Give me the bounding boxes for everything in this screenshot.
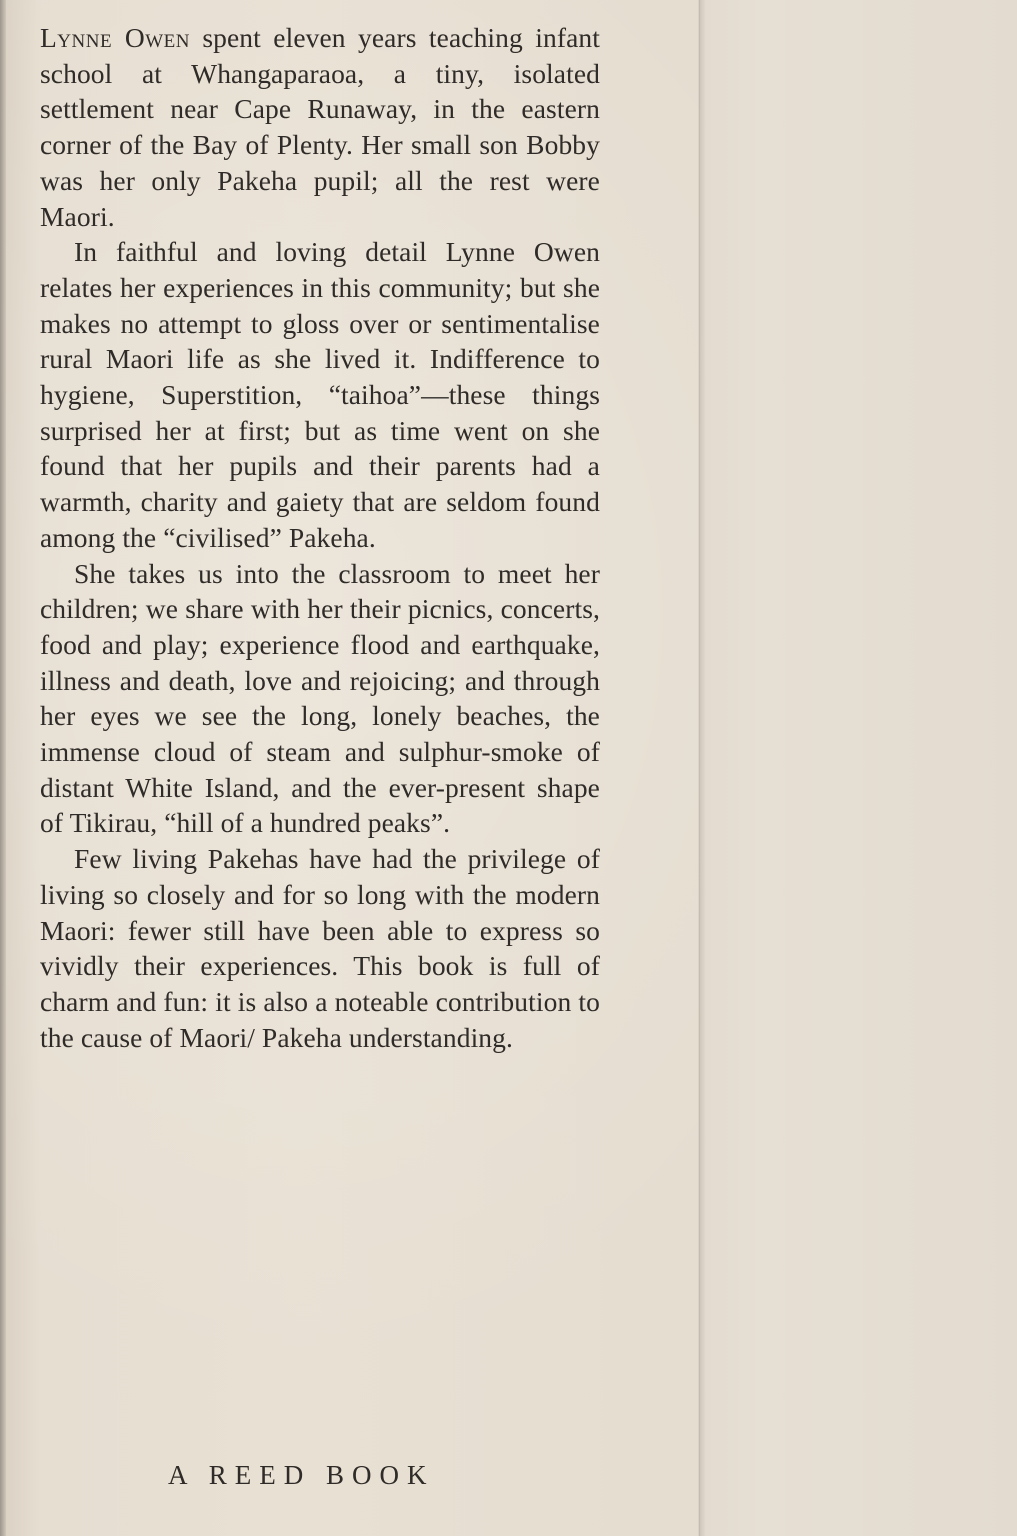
blurb-paragraph-1 bbox=[40, 20, 600, 234]
blurb-paragraph-1-text: spent eleven years teaching infant school at Whangaparaoa, a tiny, isolated settlement near Cape Runaway, in the eastern corner of the Bay of Plenty. Her small son Bobby was her only Pakeha pupil; all the rest were Maori. bbox=[40, 22, 600, 232]
jacket-edge bbox=[0, 0, 6, 1536]
publisher-imprint: A REED BOOK bbox=[168, 1460, 435, 1490]
author-name: Lynne Owen bbox=[40, 22, 190, 53]
blurb-paragraph-3: She takes us into the classroom to meet her children; we share with her their picnics, concerts, food and play; experience flood and earthquake, illness and death, love and rejoicing; and through her eyes we see the long, lonely beaches, the immense cloud of steam and sulphur-smoke of distant White Island, and the ever-present shape of Tikirau, “hill of a hundred peaks”. bbox=[40, 557, 600, 839]
blurb-paragraph-2: In faithful and loving detail Lynne Owen relates her experiences in this community; but she makes no attempt to gloss over or sentimentalise rural Maori life as she lived it. Indifference to hygiene, Superstition, “taihoa”—these things surprised her at first; but as time went on she found that her pupils and their parents had a warmth, charity and gaiety that are seldom found among the “civilised” Pakeha. bbox=[40, 236, 600, 553]
blurb-text bbox=[40, 20, 600, 1055]
blurb-paragraph-4: Few living Pakehas have had the privilege of living so closely and for so long with the modern Maori: fewer still have been able to express so vividly their experiences. This book is full of charm and fun: it is also a noteable contribution to the cause of Maori/ Pakeha understanding. bbox=[40, 843, 600, 1053]
jacket-flap bbox=[700, 0, 1017, 1536]
